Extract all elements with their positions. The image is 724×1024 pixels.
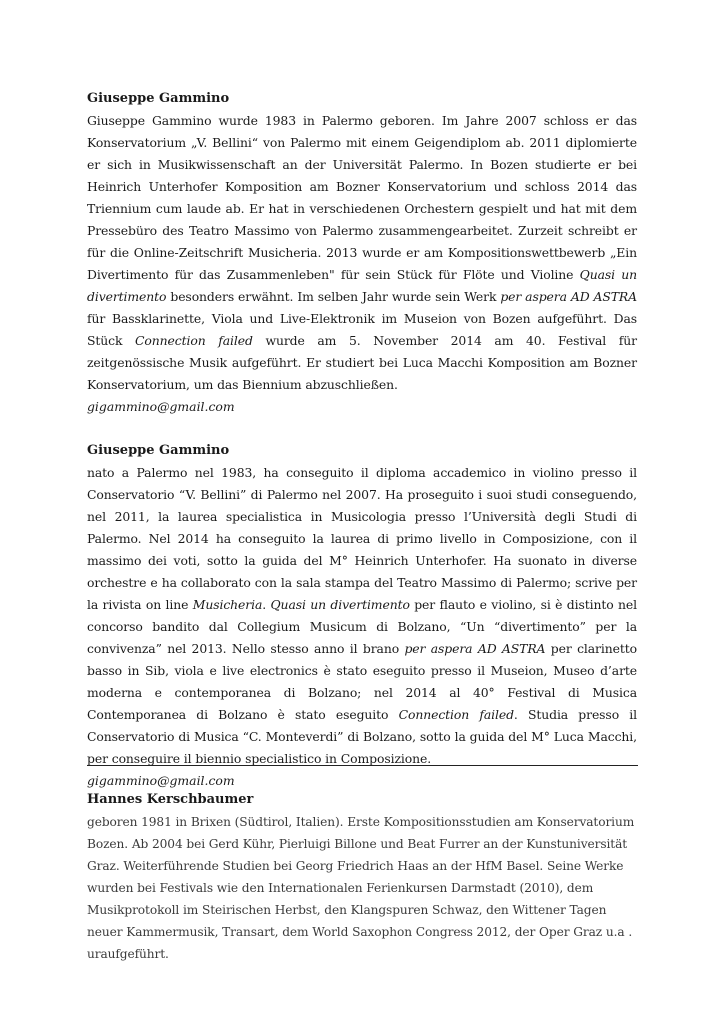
bio-text [87,811,637,965]
text-run: nato a Palermo nel 1983, ha conseguito il diploma accademico in violino presso il Conservatorio “V. Bellini” di Palermo nel 2007. Ha proseguito i suoi studi conseguendo, nel 2011, la laurea specialistica in Musicologia presso l’Università degli Studi di Palermo. Nel 2014 ha conseguito la laurea di primo livello in Composizione, con il massimo dei voti, sotto la guida del M° Heinrich Unterhofer. Ha suonato in diverse orchestre e ha collaborato con la sala stampa del Teatro Massimo di Palermo; scrive per la rivista on line [87,465,637,612]
bio-name: Giuseppe Gammino [87,443,230,458]
bio-text [87,462,637,770]
section-divider [87,765,638,766]
italic-title: Quasi un divertimento [87,267,637,304]
text-run: besonders erwähnt. Im selben Jahr wurde sein Werk [166,289,501,304]
bio-gammino-it [87,440,637,792]
bio-name: Hannes Kerschbaumer [87,792,254,807]
italic-title: Quasi un divertimento [270,597,410,612]
italic-title: Musicheria [192,597,263,612]
email-address: gigammino@gmail.com [87,773,235,788]
bio-name: Giuseppe Gammino [87,91,230,106]
italic-title: per aspera AD ASTRA [404,641,546,656]
text-run: wurde am 5. November 2014 am 40. Festival für zeitgenössische Musik aufgeführt. Er studiert bei Luca Macchi Komposition am Bozner Konservatorium, um das Biennium abzuschließen. [87,333,637,392]
text-run: per flauto e violino, si è distinto nel concorso bandito dal Collegium Musicum di Bolzano, “Un “divertimento” per la convivenza” nel 2013. Nello stesso anno il brano [87,597,637,656]
text-run: . Studia presso il Conservatorio di Musica “C. Monteverdi” di Bolzano, sotto la guida del M° Luca Macchi, per conseguire il biennio specialistico in Composizione. [87,707,637,766]
italic-title: per aspera AD ASTRA [500,289,637,304]
text-run: Giuseppe Gammino wurde 1983 in Palermo geboren. Im Jahre 2007 schloss er das Konservatorium „V. Bellini“ von Palermo mit einem Geigendiplom ab. 2011 diplomierte er sich in Musikwissenschaft an der Universität Palermo. In Bozen studierte er bei Heinrich Unterhofer Komposition am Bozner Konservatorium und schloss 2014 das Triennium cum laude ab. Er hat in verschiedenen Orchestern gespielt und hat mit dem Pressebüro des Teatro Massimo von Palermo zusammengearbeitet. Zurzeit schreibt er für die Online-Zeitschrift Musicheria. 2013 wurde er am Kompositionswettbewerb „Ein Divertimento für das Zusammenleben" für sein Stück für Flöte und Violine [87,113,637,282]
text-run: für Bassklarinette, Viola und Live-Elektronik im Museion von Bozen aufgeführt. Das Stück [87,311,637,348]
italic-title: Connection failed [398,707,514,722]
text-run: . [262,597,271,612]
email-address: gigammino@gmail.com [87,399,235,414]
document-page [87,88,637,792]
bio-text [87,110,637,396]
bio-kerschbaumer [87,789,637,965]
bio-gammino-de [87,88,637,418]
italic-title: Connection failed [135,333,253,348]
text-run: per clarinetto basso in Sib, viola e live electronics è stato eseguito presso il Museion, Museo d’arte moderna e contemporanea di Bolzano; nel 2014 al 40° Festival di Musica Contemporanea di Bolzano è stato eseguito [87,641,637,722]
text-run: geboren 1981 in Brixen (Südtirol, Italien). Erste Kompositionsstudien am Konservatorium Bozen. Ab 2004 bei Gerd Kühr, Pierluigi Billone und Beat Furrer an der Kunstuniversität Graz. Weiterführende Studien bei Georg Friedrich Haas an der HfM Basel. Seine Werke wurden bei Festivals wie den Internationalen Ferienkursen Darmstadt (2010), dem Musikprotokoll im Steirischen Herbst, den Klangspuren Schwaz, den Wittener Tagen neuer Kammermusik, Transart, dem World Saxophon Congress 2012, der Oper Graz u.a . uraufgeführt. [87,815,635,961]
